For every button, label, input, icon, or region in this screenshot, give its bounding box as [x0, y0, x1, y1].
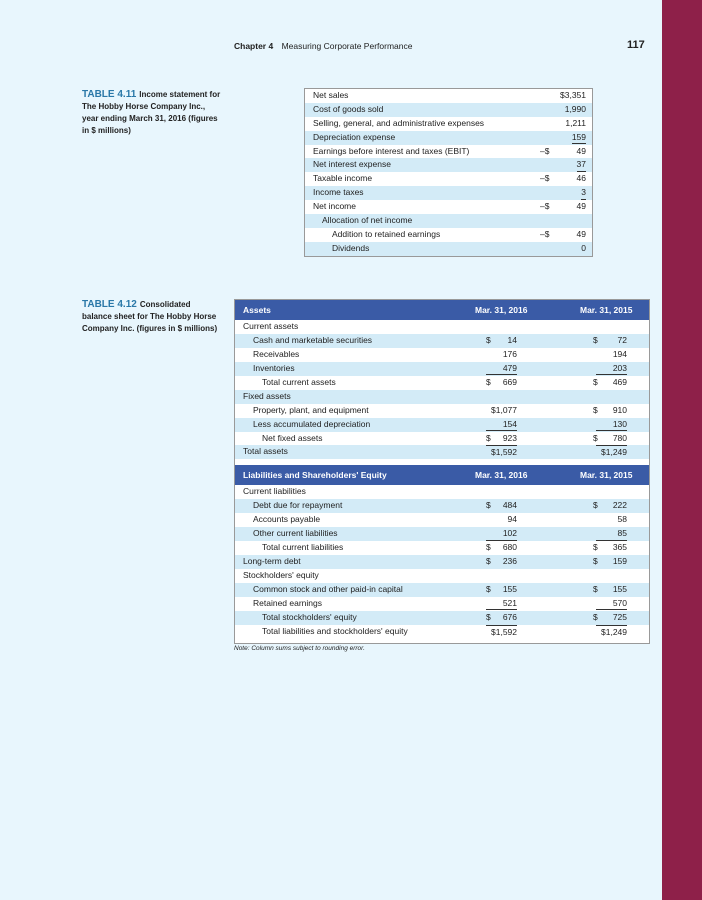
table-row — [235, 404, 649, 418]
row-value: 3 — [581, 186, 586, 200]
table-row — [235, 541, 649, 555]
row-value: 46 — [576, 173, 586, 184]
row-label: Taxable income — [313, 173, 373, 184]
row-label: Common stock and other paid-in capital — [253, 583, 403, 594]
value-2016: 154 — [486, 418, 517, 432]
row-label: Addition to retained earnings — [332, 228, 441, 239]
row-value: 49 — [576, 145, 586, 156]
value-2016: 484 — [502, 500, 517, 511]
table-row — [235, 597, 649, 611]
row-label: Receivables — [253, 348, 300, 359]
value-2016: 176 — [502, 348, 517, 359]
chapter-label: Chapter 4 — [234, 41, 274, 51]
table-row — [235, 569, 649, 583]
currency-sign: $ — [593, 432, 598, 443]
chapter-title: Measuring Corporate Performance — [281, 41, 413, 51]
value-2015: 910 — [612, 404, 627, 415]
table-row — [305, 200, 592, 214]
value-2015: $1,249 — [596, 625, 627, 640]
table-row — [305, 131, 592, 145]
value-2016: $1,592 — [486, 625, 517, 640]
table-row — [305, 103, 592, 117]
row-value: 37 — [577, 158, 586, 172]
table-number: TABLE 4.11 — [82, 89, 137, 100]
value-2015: 203 — [596, 362, 627, 376]
column-header-2016: Mar. 31, 2016 — [475, 305, 528, 315]
section-title: Assets — [243, 305, 271, 315]
row-label: Depreciation expense — [313, 131, 396, 142]
side-color-band — [662, 0, 702, 900]
row-label: Retained earnings — [253, 597, 322, 608]
row-label: Dividends — [332, 242, 370, 253]
table-row — [305, 145, 592, 159]
row-label: Inventories — [253, 362, 295, 373]
table-row — [235, 499, 649, 513]
caption-text: Consolidated balance sheet for The Hobby Horse Company Inc. (figures in $ millions) — [82, 300, 218, 333]
row-label: Cost of goods sold — [313, 103, 384, 114]
row-value: 1,990 — [564, 103, 586, 114]
table-row — [235, 555, 649, 569]
row-label: Net income — [313, 201, 356, 212]
row-value: 159 — [572, 131, 586, 145]
row-sign: –$ — [540, 173, 550, 184]
currency-sign: $ — [486, 556, 491, 567]
row-sign: –$ — [540, 145, 550, 156]
value-2016: 155 — [502, 583, 517, 594]
value-2015: 159 — [612, 556, 627, 567]
row-label: Fixed assets — [243, 390, 291, 401]
value-2016: 680 — [502, 542, 517, 553]
currency-sign: $ — [486, 376, 491, 387]
table-row — [235, 348, 649, 362]
section-title: Liabilities and Shareholders' Equity — [243, 470, 387, 481]
value-2015: 725 — [612, 611, 627, 622]
row-label: Property, plant, and equipment — [253, 404, 369, 415]
row-label: Income taxes — [313, 187, 364, 198]
section-spacer — [235, 639, 649, 643]
value-2016: 923 — [502, 432, 517, 443]
row-label: Total assets — [243, 446, 288, 457]
row-label: Other current liabilities — [253, 528, 338, 539]
table-4-12-caption — [82, 299, 222, 335]
row-value: 0 — [581, 242, 586, 253]
table-row — [235, 334, 649, 348]
section-header — [235, 300, 649, 320]
currency-sign: $ — [593, 500, 598, 511]
caption-text: Income statement for The Hobby Horse Company Inc., year ending March 31, 2016 (figures in $ millions) — [82, 90, 221, 135]
income-statement-table — [304, 88, 593, 257]
value-2015: 130 — [596, 418, 627, 432]
currency-sign: $ — [593, 404, 598, 415]
row-label: Total current assets — [262, 376, 336, 387]
table-row — [235, 362, 649, 376]
currency-sign: $ — [593, 611, 598, 622]
column-header-2015: Mar. 31, 2015 — [580, 305, 633, 315]
value-2016: $1,077 — [491, 404, 517, 415]
balance-sheet-table — [234, 299, 650, 644]
row-label: Less accumulated depreciation — [253, 418, 371, 429]
value-2015: 85 — [596, 527, 627, 541]
value-2015: $1,249 — [596, 445, 627, 460]
table-note: Note: Column sums subject to rounding error. — [234, 645, 365, 652]
row-label: Total stockholders' equity — [262, 611, 357, 622]
table-row — [305, 117, 592, 131]
currency-sign: $ — [593, 376, 598, 387]
row-sign: –$ — [540, 201, 550, 212]
value-2016: 669 — [502, 376, 517, 387]
running-head — [234, 41, 412, 51]
currency-sign: $ — [486, 334, 491, 345]
currency-sign: $ — [486, 500, 491, 511]
table-row — [305, 158, 592, 172]
row-label: Debt due for repayment — [253, 500, 343, 511]
value-2016: 236 — [502, 556, 517, 567]
table-row — [235, 527, 649, 541]
row-label: Current liabilities — [243, 486, 306, 497]
table-number: TABLE 4.12 — [82, 299, 137, 310]
table-row — [235, 432, 649, 446]
table-4-11-caption — [82, 89, 222, 137]
table-row — [305, 242, 592, 256]
value-2016: 14 — [507, 334, 517, 345]
value-2016: 521 — [486, 597, 517, 611]
row-label: Allocation of net income — [322, 215, 413, 226]
value-2015: 365 — [612, 542, 627, 553]
row-label: Long-term debt — [243, 556, 301, 567]
row-label: Earnings before interest and taxes (EBIT) — [313, 145, 470, 156]
currency-sign: $ — [486, 432, 491, 443]
value-2015: 72 — [617, 334, 627, 345]
row-label: Selling, general, and administrative expenses — [313, 117, 485, 128]
table-row — [305, 172, 592, 186]
currency-sign: $ — [593, 542, 598, 553]
value-2015: 780 — [612, 432, 627, 443]
row-label: Net interest expense — [313, 159, 391, 170]
value-2016: 676 — [502, 611, 517, 622]
currency-sign: $ — [593, 334, 598, 345]
table-row — [235, 376, 649, 390]
value-2016: $1,592 — [486, 445, 517, 460]
row-value: 49 — [576, 228, 586, 239]
value-2015: 469 — [612, 376, 627, 387]
row-label: Net sales — [313, 90, 349, 100]
table-row — [235, 418, 649, 432]
row-value: $3,351 — [560, 90, 586, 100]
value-2016: 479 — [486, 362, 517, 376]
row-label: Current assets — [243, 321, 299, 331]
value-2015: 155 — [612, 583, 627, 594]
table-row — [305, 228, 592, 242]
table-row — [235, 625, 649, 639]
page-number: 117 — [627, 39, 645, 51]
value-2015: 222 — [612, 500, 627, 511]
row-sign: –$ — [540, 228, 550, 239]
row-value: 49 — [576, 201, 586, 212]
column-header-2016: Mar. 31, 2016 — [475, 470, 528, 481]
value-2015: 194 — [612, 348, 627, 359]
currency-sign: $ — [593, 583, 598, 594]
row-label: Accounts payable — [253, 514, 321, 525]
value-2015: 58 — [617, 514, 627, 525]
row-value: 1,211 — [565, 117, 586, 128]
table-row — [305, 214, 592, 228]
currency-sign: $ — [486, 542, 491, 553]
table-row — [235, 611, 649, 625]
table-row — [305, 186, 592, 200]
table-row — [235, 485, 649, 499]
currency-sign: $ — [486, 583, 491, 594]
row-label: Net fixed assets — [262, 432, 323, 443]
table-row — [235, 320, 649, 334]
value-2015: 570 — [596, 597, 627, 611]
table-row — [235, 445, 649, 459]
table-row — [235, 513, 649, 527]
row-label: Total liabilities and stockholders' equity — [262, 625, 408, 636]
row-label: Stockholders' equity — [243, 570, 319, 580]
row-label: Total current liabilities — [262, 542, 344, 553]
table-row — [235, 583, 649, 597]
currency-sign: $ — [593, 556, 598, 567]
value-2016: 94 — [507, 514, 517, 525]
table-row — [235, 390, 649, 404]
column-header-2015: Mar. 31, 2015 — [580, 470, 633, 481]
currency-sign: $ — [486, 611, 491, 622]
row-label: Cash and marketable securities — [253, 334, 373, 345]
table-row — [305, 89, 592, 103]
value-2016: 102 — [486, 527, 517, 541]
section-header — [235, 465, 649, 485]
